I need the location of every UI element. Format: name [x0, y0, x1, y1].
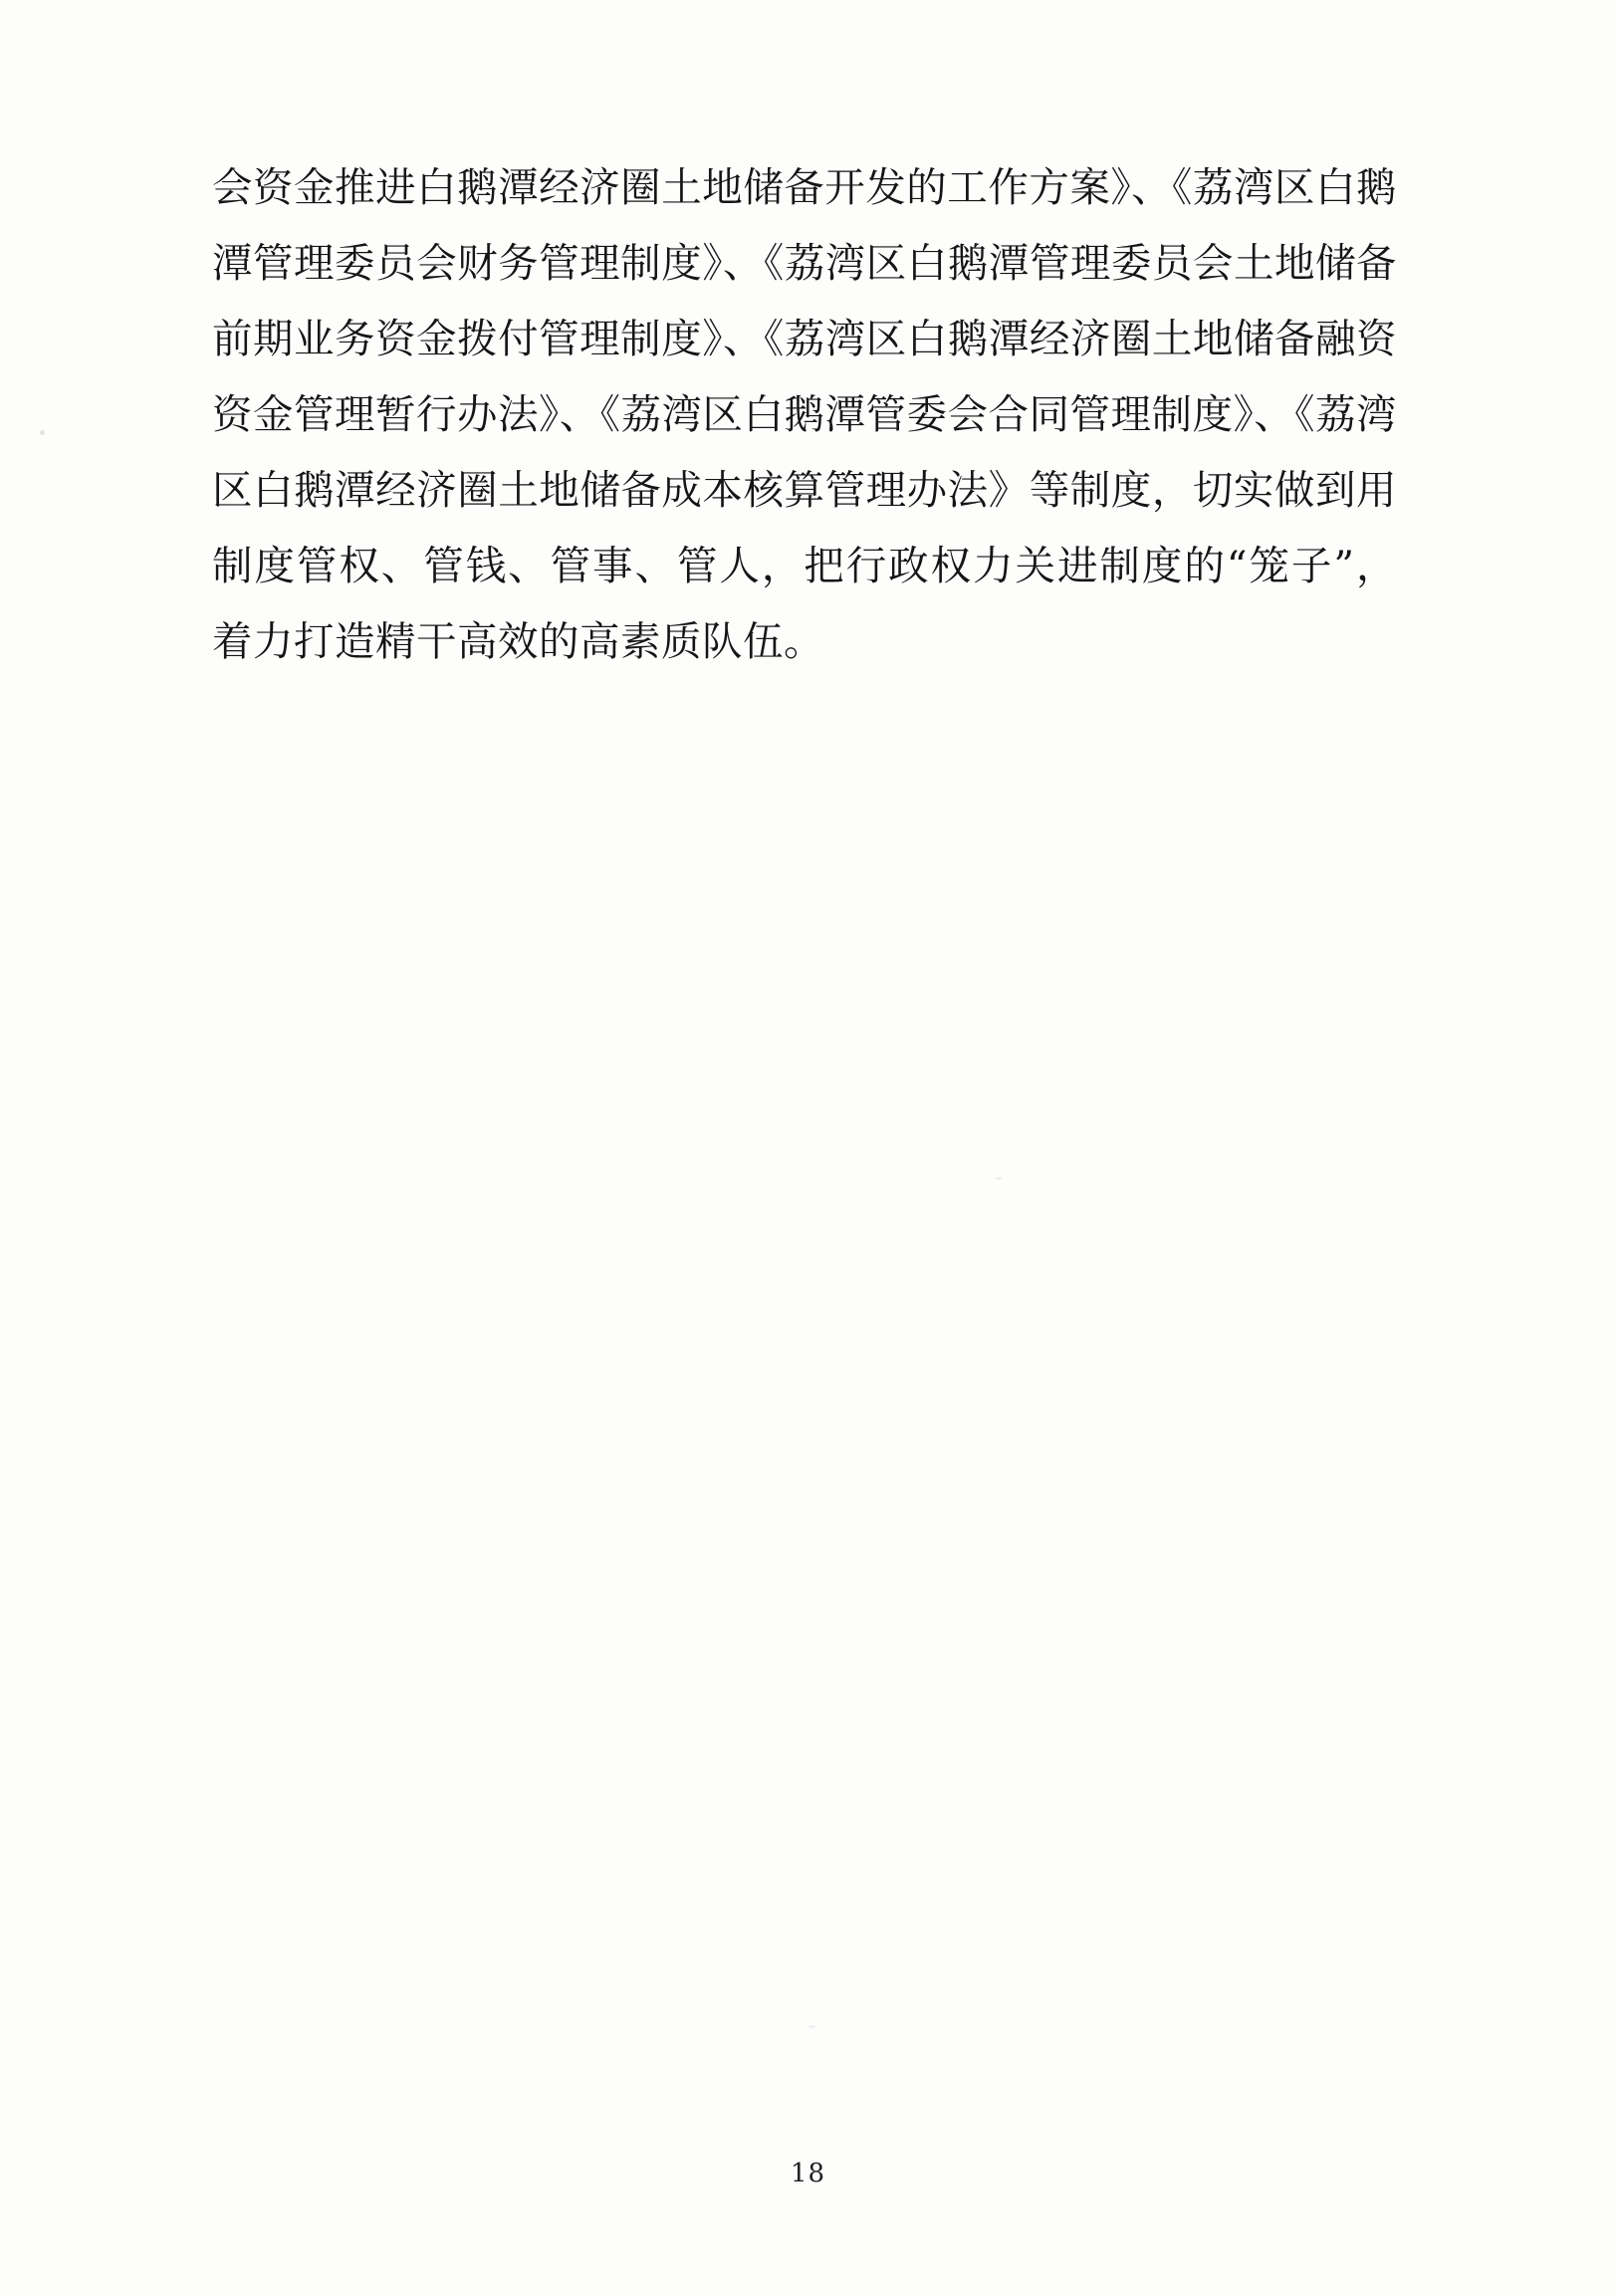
paper-speck-left [40, 430, 45, 435]
paper-speck-bottom [808, 2025, 815, 2028]
page-body [212, 149, 1397, 679]
page-number: 18 [790, 2159, 826, 2188]
paper-speck-middle [996, 1177, 1002, 1180]
body-paragraph: 会资金推进白鹅潭经济圈土地储备开发的工作方案》、《荔湾区白鹅潭管理委员会财务管理制度》、《荔湾区白鹅潭管理委员会土地储备前期业务资金拨付管理制度》、《荔湾区白鹅潭经济圈土地储备融资资金管理暂行办法》、《荔湾区白鹅潭管委会合同管理制度》、《荔湾区白鹅潭经济圈土地储备成本核算管理办法》等制度，切实做到用制度管权、管钱、管事、管人，把行政权力关进制度的“笼子”，着力打造精干高效的高素质队伍。 [212, 163, 1397, 665]
